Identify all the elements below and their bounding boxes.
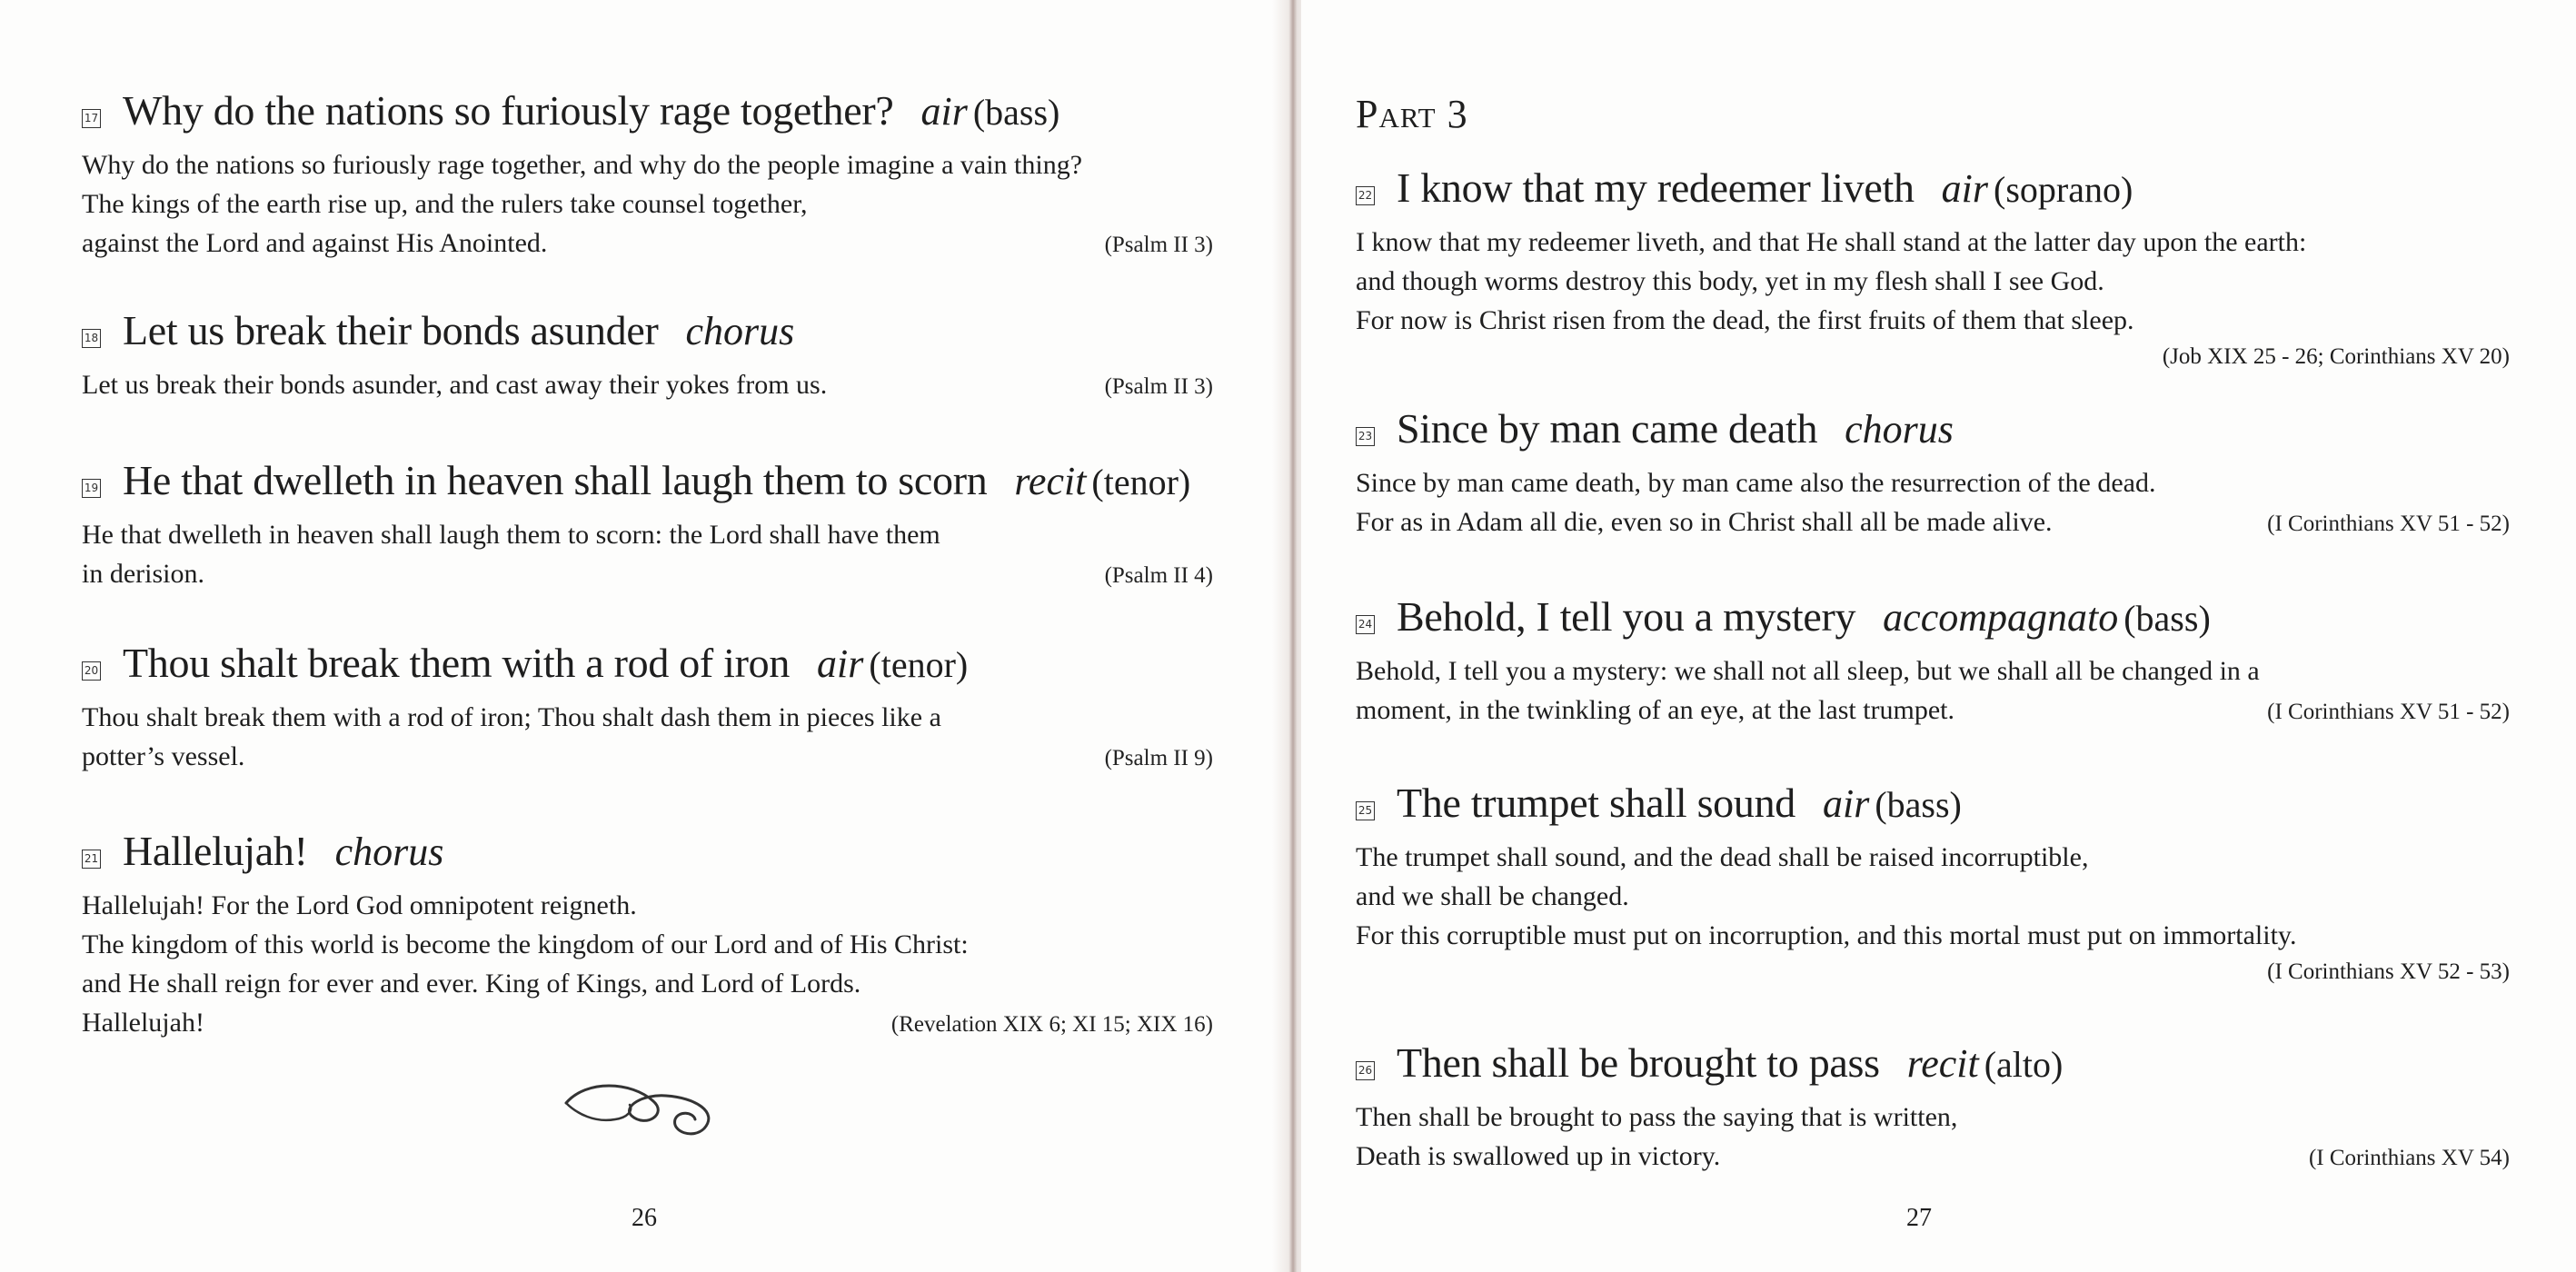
text-line: For this corruptible must put on incorruption, and this mortal must put on immortality. (1356, 920, 2297, 950)
text-line: The kings of the earth rise up, and the rulers take counsel together, (82, 189, 808, 219)
text-line: in derision. (82, 559, 204, 589)
section-voice: (bass) (2123, 598, 2211, 639)
section-26 (1356, 1038, 2510, 1178)
scripture-reference: (I Corinthians XV 51 - 52) (2267, 512, 2510, 536)
page-number: 27 (1906, 1204, 1932, 1232)
text-row (82, 1003, 1213, 1044)
section-title: Since by man came death (1397, 405, 1818, 452)
section-heading (1356, 1038, 2510, 1087)
text-line: He that dwelleth in heaven shall laugh them to scorn: the Lord shall have them (82, 520, 940, 550)
track-number: 19 (82, 479, 101, 498)
scripture-reference: (Psalm II 3) (1104, 374, 1213, 399)
text-line: The trumpet shall sound, and the dead shall be raised incorruptible, (1356, 842, 2089, 872)
section-heading (1356, 592, 2510, 641)
track-number: 24 (1356, 615, 1375, 634)
track-number: 22 (1356, 186, 1375, 205)
section-23 (1356, 404, 2510, 543)
text-line: against the Lord and against His Anointed. (82, 228, 548, 258)
section-text (82, 145, 1213, 264)
track-number: 21 (82, 850, 101, 869)
section-voice: (tenor) (1091, 462, 1191, 502)
section-voice: (bass) (1875, 784, 1962, 825)
text-line: and though worms destroy this body, yet in my flesh shall I see God. (1356, 266, 2104, 296)
section-heading (1356, 404, 2510, 452)
section-title: Let us break their bonds asunder (123, 307, 659, 353)
section-title: Thou shalt break them with a rod of iron (123, 640, 791, 686)
section-text (1356, 651, 2510, 731)
section-18 (82, 306, 1213, 406)
scripture-reference: (Psalm II 9) (1104, 746, 1213, 770)
text-line: Let us break their bonds asunder, and cast away their yokes from us. (82, 370, 828, 400)
text-line: Then shall be brought to pass the saying that is written, (1356, 1102, 1958, 1132)
section-24 (1356, 592, 2510, 731)
section-19 (82, 456, 1213, 595)
right-page (1301, 0, 2576, 1272)
text-line: Hallelujah! (82, 1008, 204, 1038)
section-form: air (817, 641, 864, 686)
section-voice: (soprano) (1994, 169, 2133, 210)
flourish-ornament-icon (559, 1072, 722, 1145)
section-voice: (bass) (972, 92, 1060, 133)
section-text (1356, 838, 2510, 989)
text-line: and He shall reign for ever and ever. King of Kings, and Lord of Lords. (82, 969, 861, 999)
scripture-reference: (I Corinthians XV 52 - 53) (2267, 959, 2510, 984)
text-row (1356, 502, 2510, 543)
track-number: 23 (1356, 427, 1375, 446)
section-25 (1356, 779, 2510, 989)
section-form: chorus (334, 830, 444, 874)
section-form: chorus (685, 309, 795, 353)
scripture-reference: (Psalm II 4) (1104, 563, 1213, 588)
text-line: moment, in the twinkling of an eye, at the last trumpet. (1356, 695, 1955, 725)
section-form: air (1822, 781, 1870, 826)
section-title: The trumpet shall sound (1397, 780, 1795, 826)
section-form: air (920, 89, 968, 134)
track-number: 17 (82, 109, 101, 128)
text-line: Thou shalt break them with a rod of iron; Thou shalt dash them in pieces like a (82, 702, 941, 732)
section-form: accompagnato (1883, 595, 2119, 640)
scripture-reference: (I Corinthians XV 51 - 52) (2267, 700, 2510, 724)
part-heading: Part 3 (1356, 92, 1468, 136)
section-title: He that dwelleth in heaven shall laugh them to scorn (123, 457, 988, 503)
text-line: The kingdom of this world is become the kingdom of our Lord and of His Christ: (82, 929, 969, 959)
text-line: and we shall be changed. (1356, 881, 1629, 911)
section-heading (1356, 164, 2510, 212)
text-row (82, 365, 1213, 406)
section-heading (1356, 779, 2510, 827)
section-heading (82, 86, 1213, 134)
text-line: Death is swallowed up in victory. (1356, 1141, 1721, 1171)
text-line: For as in Adam all die, even so in Christ shall all be made alive. (1356, 507, 2053, 537)
section-heading (82, 827, 1213, 875)
text-line: Why do the nations so furiously rage together, and why do the people imagine a vain thing? (82, 150, 1083, 180)
section-text (1356, 223, 2510, 374)
section-text (82, 515, 1213, 595)
text-row (82, 224, 1213, 264)
text-line: Since by man came death, by man came also the resurrection of the dead. (1356, 468, 2156, 498)
text-line: Behold, I tell you a mystery: we shall not all sleep, but we shall all be changed in a (1356, 656, 2260, 686)
track-number: 20 (82, 661, 101, 681)
scripture-reference: (Job XIX 25 - 26; Corinthians XV 20) (2162, 344, 2510, 369)
text-row (1356, 691, 2510, 731)
section-text (82, 886, 1213, 1044)
track-number: 18 (82, 329, 101, 348)
scripture-reference: (I Corinthians XV 54) (2308, 1146, 2510, 1170)
section-20 (82, 639, 1213, 778)
scripture-reference: (Revelation XIX 6; XI 15; XIX 16) (890, 1012, 1213, 1037)
section-text (1356, 463, 2510, 543)
section-voice: (alto) (1984, 1044, 2064, 1085)
section-heading (82, 306, 1213, 354)
section-form: air (1941, 166, 1988, 211)
section-text (82, 698, 1213, 778)
section-heading (82, 456, 1213, 504)
text-line: Hallelujah! For the Lord God omnipotent reigneth. (82, 890, 637, 920)
section-title: Hallelujah! (123, 828, 308, 874)
section-17 (82, 86, 1213, 264)
section-title: Then shall be brought to pass (1397, 1039, 1880, 1086)
section-form: recit (1014, 459, 1087, 503)
section-title: Why do the nations so furiously rage together? (123, 87, 894, 134)
section-title: Behold, I tell you a mystery (1397, 593, 1856, 640)
page-number: 26 (632, 1204, 657, 1232)
section-title: I know that my redeemer liveth (1397, 164, 1915, 211)
section-21 (82, 827, 1213, 1044)
section-voice: (tenor) (869, 644, 969, 685)
section-form: recit (1906, 1041, 1979, 1086)
track-number: 25 (1356, 801, 1375, 820)
text-row (82, 737, 1213, 778)
section-text (82, 365, 1213, 406)
text-line: For now is Christ risen from the dead, the first fruits of them that sleep. (1356, 305, 2134, 335)
section-heading (82, 639, 1213, 687)
section-text (1356, 1098, 2510, 1178)
section-22 (1356, 164, 2510, 374)
text-line: I know that my redeemer liveth, and that He shall stand at the latter day upon the earth: (1356, 227, 2307, 257)
section-form: chorus (1845, 407, 1954, 452)
text-row (82, 554, 1213, 595)
scripture-reference: (Psalm II 3) (1104, 233, 1213, 257)
text-row (1356, 1137, 2510, 1178)
track-number: 26 (1356, 1061, 1375, 1080)
text-line: potter’s vessel. (82, 741, 245, 771)
